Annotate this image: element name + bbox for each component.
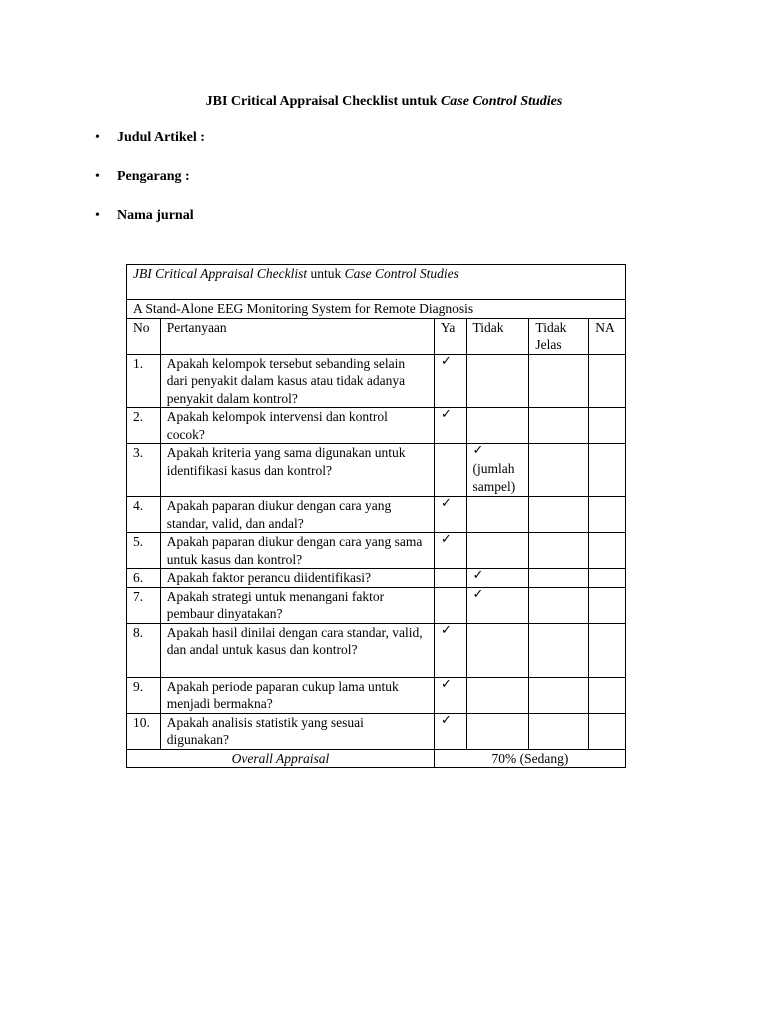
row-number: 4. [127, 497, 161, 533]
answer-cell-ya [434, 677, 466, 713]
answer-cell-na [589, 354, 626, 408]
row-question: Apakah paparan diukur dengan cara yang sama untuk kasus dan kontrol? [160, 533, 434, 569]
answer-cell-tidak [466, 408, 529, 444]
row-question: Apakah analisis statistik yang sesuai digunakan? [160, 713, 434, 749]
answer-cell-ya [434, 623, 466, 677]
answer-cell-tidak [466, 713, 529, 749]
bullet-nama-jurnal: • Nama jurnal [95, 208, 205, 247]
table-row [127, 533, 626, 569]
answer-cell-tidak [466, 497, 529, 533]
answer-cell-ya [434, 533, 466, 569]
answer-cell-na [589, 677, 626, 713]
table-row [127, 408, 626, 444]
answer-cell-na [589, 569, 626, 588]
answer-cell-tidak [466, 587, 529, 623]
document-title [0, 94, 768, 110]
answer-cell-na [589, 623, 626, 677]
row-number: 3. [127, 444, 161, 497]
table-row [127, 713, 626, 749]
answer-cell-tidak-jelas [529, 569, 589, 588]
check-icon: ✓ [472, 568, 484, 583]
answer-cell-tidak [466, 569, 529, 588]
answer-cell-ya [434, 408, 466, 444]
table-row [127, 677, 626, 713]
header-ya: Ya [434, 318, 466, 354]
table-title: JBI Critical Appraisal Checklist untuk Case Control Studies [127, 265, 626, 300]
table-row [127, 587, 626, 623]
row-number: 1. [127, 354, 161, 408]
answer-cell-na [589, 408, 626, 444]
answer-cell-tidak [466, 623, 529, 677]
overall-row [127, 749, 626, 768]
row-number: 7. [127, 587, 161, 623]
check-icon: ✓ [440, 676, 452, 692]
table-header-row [127, 318, 626, 354]
check-icon: ✓ [472, 443, 484, 458]
answer-cell-na [589, 444, 626, 497]
answer-cell-ya [434, 587, 466, 623]
overall-value: 70% (Sedang) [434, 749, 625, 768]
answer-cell-tidak-jelas [529, 587, 589, 623]
check-icon: ✓ [472, 586, 484, 602]
row-question: Apakah kriteria yang sama digunakan untuk identifikasi kasus dan kontrol? [160, 444, 434, 497]
answer-cell-ya [434, 713, 466, 749]
row-number: 6. [127, 569, 161, 588]
bullet-pengarang: • Pengarang : [95, 169, 205, 208]
answer-cell-tidak-jelas [529, 713, 589, 749]
row-number: 8. [127, 623, 161, 677]
answer-cell-na [589, 587, 626, 623]
row-question: Apakah faktor perancu diidentifikasi? [160, 569, 434, 588]
row-question: Apakah strategi untuk menangani faktor pembaur dinyatakan? [160, 587, 434, 623]
answer-cell-tidak-jelas [529, 497, 589, 533]
answer-cell-tidak [466, 533, 529, 569]
bullet-judul-artikel: • Judul Artikel : [95, 130, 205, 169]
table-body [127, 354, 626, 749]
check-icon: ✓ [440, 496, 452, 511]
row-number: 9. [127, 677, 161, 713]
row-question: Apakah periode paparan cukup lama untuk menjadi bermakna? [160, 677, 434, 713]
table-row [127, 444, 626, 497]
check-icon: ✓ [440, 407, 452, 422]
row-question: Apakah paparan diukur dengan cara yang standar, valid, dan andal? [160, 497, 434, 533]
check-icon: ✓ [440, 353, 452, 369]
answer-cell-tidak-jelas [529, 677, 589, 713]
header-pertanyaan: Pertanyaan [160, 318, 434, 354]
answer-note: (jumlah sampel) [472, 461, 516, 494]
answer-cell-tidak [466, 677, 529, 713]
row-question: Apakah kelompok intervensi dan kontrol cocok? [160, 408, 434, 444]
answer-cell-tidak [466, 444, 529, 497]
answer-cell-tidak-jelas [529, 354, 589, 408]
answer-cell-tidak-jelas [529, 623, 589, 677]
answer-cell-tidak-jelas [529, 408, 589, 444]
title-italic: Case Control Studies [440, 94, 563, 109]
answer-cell-ya [434, 444, 466, 497]
row-number: 10. [127, 713, 161, 749]
answer-cell-ya [434, 497, 466, 533]
answer-cell-tidak [466, 354, 529, 408]
row-number: 5. [127, 533, 161, 569]
answer-cell-na [589, 713, 626, 749]
row-question: Apakah hasil dinilai dengan cara standar, valid, dan andal untuk kasus dan kontrol? [160, 623, 434, 677]
check-icon: ✓ [440, 532, 452, 547]
answer-cell-ya [434, 569, 466, 588]
overall-label: Overall Appraisal [127, 749, 435, 768]
answer-cell-na [589, 533, 626, 569]
table-row [127, 623, 626, 677]
header-tidak-jelas: Tidak Jelas [529, 318, 589, 354]
row-number: 2. [127, 408, 161, 444]
table-subtitle-row [127, 300, 626, 319]
table-row [127, 569, 626, 588]
header-na: NA [589, 318, 626, 354]
check-icon: ✓ [440, 622, 452, 638]
answer-cell-ya [434, 354, 466, 408]
table-subtitle: A Stand-Alone EEG Monitoring System for Remote Diagnosis [127, 300, 626, 319]
answer-cell-na [589, 497, 626, 533]
header-tidak: Tidak [466, 318, 529, 354]
check-icon: ✓ [440, 712, 452, 728]
table-row [127, 354, 626, 408]
answer-cell-tidak-jelas [529, 444, 589, 497]
header-no: No [127, 318, 161, 354]
table-row [127, 497, 626, 533]
title-plain: JBI Critical Appraisal Checklist untuk [205, 94, 441, 109]
answer-cell-tidak-jelas [529, 533, 589, 569]
row-question: Apakah kelompok tersebut sebanding selain dari penyakit dalam kasus atau tidak adanya penyakit dalam kontrol? [160, 354, 434, 408]
table-title-row [127, 265, 626, 300]
appraisal-table [126, 264, 626, 768]
article-info-list [95, 130, 205, 247]
